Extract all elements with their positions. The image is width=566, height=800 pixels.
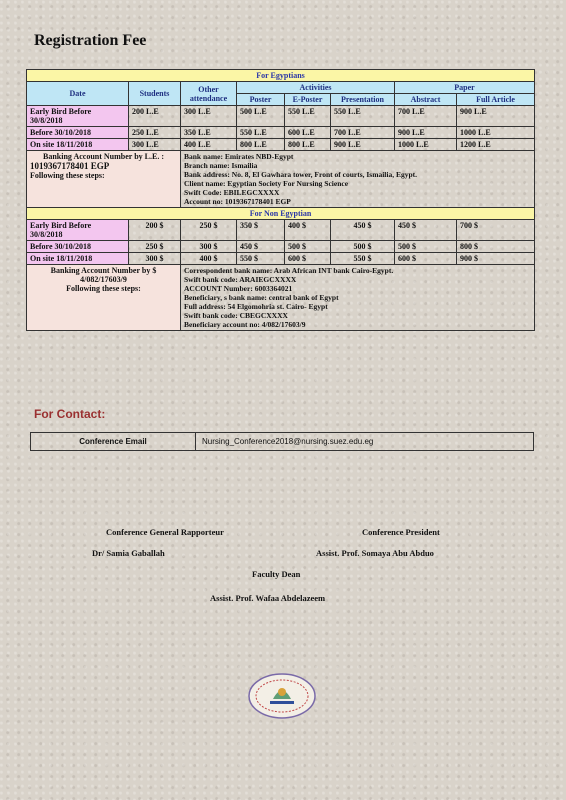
bank-detail-line: Bank name: Emirates NBD-Egypt: [184, 152, 294, 161]
e-poster-fee: 400 $: [285, 220, 331, 241]
abstract-fee: 1000 L.E: [395, 139, 457, 151]
presentation-fee: 550 L.E: [331, 106, 395, 127]
bank-detail-line: Account no: 1019367178401 EGP: [184, 197, 291, 206]
poster-fee: 800 L.E: [237, 139, 285, 151]
banking-info-usd: [27, 265, 181, 331]
students-fee: 250 $: [129, 241, 181, 253]
row-date: On site 18/11/2018: [27, 139, 129, 151]
full-article-fee: 800 $: [457, 241, 535, 253]
students-fee: 200 $: [129, 220, 181, 241]
table-row: [27, 139, 535, 151]
poster-fee: 550 L.E: [237, 127, 285, 139]
table-row: [27, 127, 535, 139]
table-row: [27, 241, 535, 253]
poster-fee: 350 $: [237, 220, 285, 241]
bank-detail-line: ACCOUNT Number: 6003364021: [184, 284, 293, 293]
banking-row-egp: [27, 151, 535, 208]
rapporteur-title: Conference General Rapporteur: [106, 527, 224, 537]
other-fee: 400 $: [181, 253, 237, 265]
presentation-fee: 900 L.E: [331, 139, 395, 151]
students-fee: 300 $: [129, 253, 181, 265]
header-students: Students: [129, 82, 181, 106]
students-fee: 250 L.E: [129, 127, 181, 139]
table-row: [27, 106, 535, 127]
presentation-fee: 550 $: [331, 253, 395, 265]
header-paper: Paper: [395, 82, 535, 94]
bank-detail-line: Bank address: No. 8, El Gawhara tower, Front of courts, Ismailia, Egypt.: [184, 170, 417, 179]
other-fee: 400 L.E: [181, 139, 237, 151]
president-title: Conference President: [362, 527, 440, 537]
bank-detail-line: Beneficiary account no: 4/082/17603/9: [184, 320, 306, 329]
header-other-attendance: Other attendance: [181, 82, 237, 106]
other-fee: 300 $: [181, 241, 237, 253]
header-activities: Activities: [237, 82, 395, 94]
abstract-fee: 600 $: [395, 253, 457, 265]
bank-detail-line: Swift bank code: ARAIEGCXXXX: [184, 275, 297, 284]
table-row: [27, 220, 535, 241]
full-article-fee: 1200 L.E: [457, 139, 535, 151]
full-article-fee: 700 $: [457, 220, 535, 241]
banking-account-number: 1019367178401 EGP: [30, 161, 110, 171]
abstract-fee: 500 $: [395, 241, 457, 253]
presentation-fee: 500 $: [331, 241, 395, 253]
non-egyptians-section-title: For Non Egyptian: [27, 208, 535, 220]
bank-detail-line: Client name: Egyptian Society For Nursing Science: [184, 179, 349, 188]
other-fee: 300 L.E: [181, 106, 237, 127]
e-poster-fee: 600 $: [285, 253, 331, 265]
e-poster-fee: 800 L.E: [285, 139, 331, 151]
contact-heading: For Contact:: [34, 407, 106, 421]
dean-name: Assist. Prof. Wafaa Abdelazeem: [210, 593, 326, 603]
poster-fee: 450 $: [237, 241, 285, 253]
bank-detail-line: Swift bank code: CBEGCXXXX: [184, 311, 288, 320]
poster-fee: 500 L.E: [237, 106, 285, 127]
full-article-fee: 1000 L.E: [457, 127, 535, 139]
poster-fee: 550 $: [237, 253, 285, 265]
abstract-fee: 450 $: [395, 220, 457, 241]
e-poster-fee: 550 L.E: [285, 106, 331, 127]
header-date: Date: [27, 82, 129, 106]
bank-detail-line: Correspondent bank name: Arab African INT bank Cairo-Egypt.: [184, 266, 394, 275]
header-presentation: Presentation: [331, 94, 395, 106]
full-article-fee: 900 $: [457, 253, 535, 265]
students-fee: 200 L.E: [129, 106, 181, 127]
dean-title: Faculty Dean: [252, 569, 301, 579]
bank-detail-line: Full address: 54 Elgomohria st. Cairo- Egypt: [184, 302, 328, 311]
contact-table: [30, 432, 534, 451]
header-e-poster: E-Poster: [285, 94, 331, 106]
e-poster-fee: 600 L.E: [285, 127, 331, 139]
abstract-fee: 700 L.E: [395, 106, 457, 127]
table-row: [27, 253, 535, 265]
e-poster-fee: 500 $: [285, 241, 331, 253]
banking-label: Banking Account Number by L.E. :: [43, 152, 164, 161]
row-date: Early Bird Before 30/8/2018: [27, 220, 129, 241]
row-date: On site 18/11/2018: [27, 253, 129, 265]
header-poster: Poster: [237, 94, 285, 106]
banking-label: Banking Account Number by $: [50, 266, 157, 275]
bank-detail-line: Beneficiary, s bank name: central bank of Egypt: [184, 293, 339, 302]
bank-detail-line: Swift Code: EBILEGCXXXX: [184, 188, 280, 197]
row-date: Before 30/10/2018: [27, 127, 129, 139]
banking-account-number: 4/082/17603/9: [80, 275, 127, 284]
contact-email[interactable]: Nursing_Conference2018@nursing.suez.edu.eg: [196, 433, 534, 451]
row-date: Early Bird Before 30/8/2018: [27, 106, 129, 127]
bank-details-usd: [181, 265, 535, 331]
presentation-fee: 700 L.E: [331, 127, 395, 139]
page-title: Registration Fee: [34, 32, 147, 49]
abstract-fee: 900 L.E: [395, 127, 457, 139]
full-article-fee: 900 L.E: [457, 106, 535, 127]
header-abstract: Abstract: [395, 94, 457, 106]
banking-info-egp: [27, 151, 181, 208]
president-name: Assist. Prof. Somaya Abu Abduo: [316, 548, 434, 558]
students-fee: 300 L.E: [129, 139, 181, 151]
faculty-seal-logo: [246, 672, 318, 720]
other-fee: 250 $: [181, 220, 237, 241]
banking-steps: Following these steps:: [66, 284, 141, 293]
presentation-fee: 450 $: [331, 220, 395, 241]
bank-detail-line: Branch name: Ismailia: [184, 161, 258, 170]
bank-details-egp: [181, 151, 535, 208]
contact-label: Conference Email: [31, 433, 196, 451]
rapporteur-name: Dr/ Samia Gaballah: [92, 548, 165, 558]
registration-fee-table: [26, 69, 535, 331]
row-date: Before 30/10/2018: [27, 241, 129, 253]
header-full-article: Full Article: [457, 94, 535, 106]
banking-row-usd: [27, 265, 535, 331]
egyptians-section-title: For Egyptians: [27, 70, 535, 82]
banking-steps: Following these steps:: [30, 171, 105, 180]
other-fee: 350 L.E: [181, 127, 237, 139]
